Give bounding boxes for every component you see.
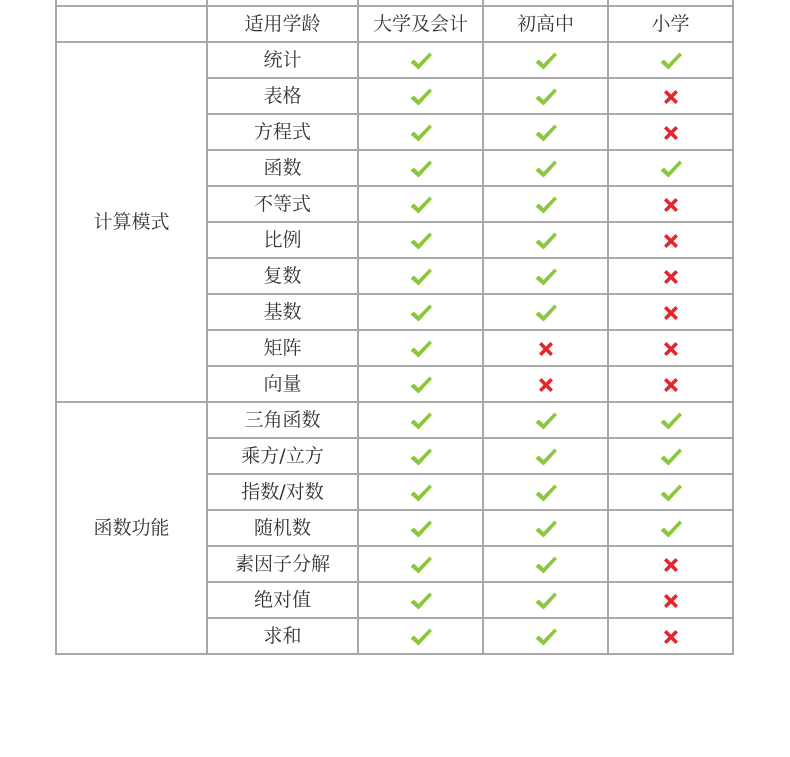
cross-icon xyxy=(662,88,680,106)
check-icon xyxy=(409,267,433,287)
group-label: 函数功能 xyxy=(56,402,207,654)
check-icon xyxy=(534,411,558,431)
header-col-primary: 小学 xyxy=(608,6,733,42)
check-icon xyxy=(659,159,683,179)
support-cell-university xyxy=(358,222,483,258)
support-cell-middle-high xyxy=(483,546,608,582)
feature-name: 函数 xyxy=(207,150,358,186)
check-icon xyxy=(534,51,558,71)
feature-name: 随机数 xyxy=(207,510,358,546)
support-cell-primary xyxy=(608,150,733,186)
support-cell-middle-high xyxy=(483,42,608,78)
support-cell-middle-high xyxy=(483,294,608,330)
support-cell-middle-high xyxy=(483,582,608,618)
check-icon xyxy=(659,519,683,539)
support-cell-middle-high xyxy=(483,258,608,294)
support-cell-university xyxy=(358,510,483,546)
feature-name: 求和 xyxy=(207,618,358,654)
cross-icon xyxy=(662,304,680,322)
support-cell-university xyxy=(358,114,483,150)
check-icon xyxy=(409,123,433,143)
support-cell-primary xyxy=(608,582,733,618)
support-cell-university xyxy=(358,546,483,582)
feature-name: 向量 xyxy=(207,366,358,402)
cross-icon xyxy=(662,268,680,286)
check-icon xyxy=(534,159,558,179)
check-icon xyxy=(409,519,433,539)
check-icon xyxy=(534,87,558,107)
feature-comparison-table xyxy=(55,0,734,655)
support-cell-primary xyxy=(608,402,733,438)
header-col-middle-high: 初高中 xyxy=(483,6,608,42)
check-icon xyxy=(409,195,433,215)
support-cell-primary xyxy=(608,294,733,330)
feature-name: 复数 xyxy=(207,258,358,294)
cross-icon xyxy=(662,124,680,142)
support-cell-primary xyxy=(608,330,733,366)
support-cell-university xyxy=(358,150,483,186)
feature-name: 表格 xyxy=(207,78,358,114)
support-cell-middle-high xyxy=(483,438,608,474)
cross-icon xyxy=(662,556,680,574)
group-label: 计算模式 xyxy=(56,42,207,402)
check-icon xyxy=(659,411,683,431)
support-cell-primary xyxy=(608,438,733,474)
check-icon xyxy=(409,231,433,251)
support-cell-primary xyxy=(608,258,733,294)
support-cell-primary xyxy=(608,186,733,222)
check-icon xyxy=(409,375,433,395)
check-icon xyxy=(409,483,433,503)
check-icon xyxy=(409,51,433,71)
feature-name: 比例 xyxy=(207,222,358,258)
header-corner-cell xyxy=(56,6,207,42)
check-icon xyxy=(409,627,433,647)
check-icon xyxy=(409,555,433,575)
feature-name: 指数/对数 xyxy=(207,474,358,510)
support-cell-university xyxy=(358,618,483,654)
support-cell-university xyxy=(358,474,483,510)
support-cell-university xyxy=(358,366,483,402)
support-cell-primary xyxy=(608,78,733,114)
check-icon xyxy=(659,51,683,71)
support-cell-middle-high xyxy=(483,510,608,546)
check-icon xyxy=(534,555,558,575)
table-row xyxy=(56,402,733,438)
support-cell-university xyxy=(358,258,483,294)
support-cell-middle-high xyxy=(483,330,608,366)
support-cell-university xyxy=(358,78,483,114)
feature-name: 统计 xyxy=(207,42,358,78)
support-cell-university xyxy=(358,186,483,222)
check-icon xyxy=(534,627,558,647)
check-icon xyxy=(534,195,558,215)
cross-icon xyxy=(662,340,680,358)
check-icon xyxy=(409,303,433,323)
cross-icon xyxy=(662,376,680,394)
check-icon xyxy=(534,303,558,323)
check-icon xyxy=(534,123,558,143)
feature-name: 乘方/立方 xyxy=(207,438,358,474)
cross-icon xyxy=(662,196,680,214)
feature-name: 矩阵 xyxy=(207,330,358,366)
feature-name: 不等式 xyxy=(207,186,358,222)
table-row xyxy=(56,42,733,78)
support-cell-primary xyxy=(608,42,733,78)
support-cell-middle-high xyxy=(483,402,608,438)
feature-name: 三角函数 xyxy=(207,402,358,438)
support-cell-primary xyxy=(608,222,733,258)
header-age-label: 适用学龄 xyxy=(207,6,358,42)
support-cell-primary xyxy=(608,618,733,654)
feature-name: 方程式 xyxy=(207,114,358,150)
support-cell-middle-high xyxy=(483,222,608,258)
check-icon xyxy=(534,231,558,251)
support-cell-primary xyxy=(608,510,733,546)
check-icon xyxy=(534,519,558,539)
check-icon xyxy=(534,447,558,467)
support-cell-primary xyxy=(608,366,733,402)
check-icon xyxy=(409,339,433,359)
support-cell-middle-high xyxy=(483,114,608,150)
cross-icon xyxy=(537,376,555,394)
support-cell-university xyxy=(358,294,483,330)
check-icon xyxy=(409,591,433,611)
check-icon xyxy=(409,159,433,179)
check-icon xyxy=(534,483,558,503)
support-cell-middle-high xyxy=(483,186,608,222)
check-icon xyxy=(659,483,683,503)
cross-icon xyxy=(537,340,555,358)
support-cell-middle-high xyxy=(483,366,608,402)
support-cell-university xyxy=(358,582,483,618)
check-icon xyxy=(534,591,558,611)
check-icon xyxy=(409,447,433,467)
check-icon xyxy=(409,411,433,431)
support-cell-middle-high xyxy=(483,78,608,114)
cross-icon xyxy=(662,628,680,646)
support-cell-middle-high xyxy=(483,618,608,654)
check-icon xyxy=(534,267,558,287)
header-col-university: 大学及会计 xyxy=(358,6,483,42)
check-icon xyxy=(659,447,683,467)
check-icon xyxy=(409,87,433,107)
feature-name: 基数 xyxy=(207,294,358,330)
support-cell-middle-high xyxy=(483,474,608,510)
support-cell-university xyxy=(358,438,483,474)
support-cell-primary xyxy=(608,546,733,582)
comparison-table-wrapper xyxy=(55,0,734,655)
feature-name: 绝对值 xyxy=(207,582,358,618)
support-cell-university xyxy=(358,330,483,366)
support-cell-primary xyxy=(608,114,733,150)
support-cell-middle-high xyxy=(483,150,608,186)
support-cell-university xyxy=(358,402,483,438)
header-row xyxy=(56,6,733,42)
cross-icon xyxy=(662,232,680,250)
cross-icon xyxy=(662,592,680,610)
support-cell-primary xyxy=(608,474,733,510)
support-cell-university xyxy=(358,42,483,78)
feature-name: 素因子分解 xyxy=(207,546,358,582)
